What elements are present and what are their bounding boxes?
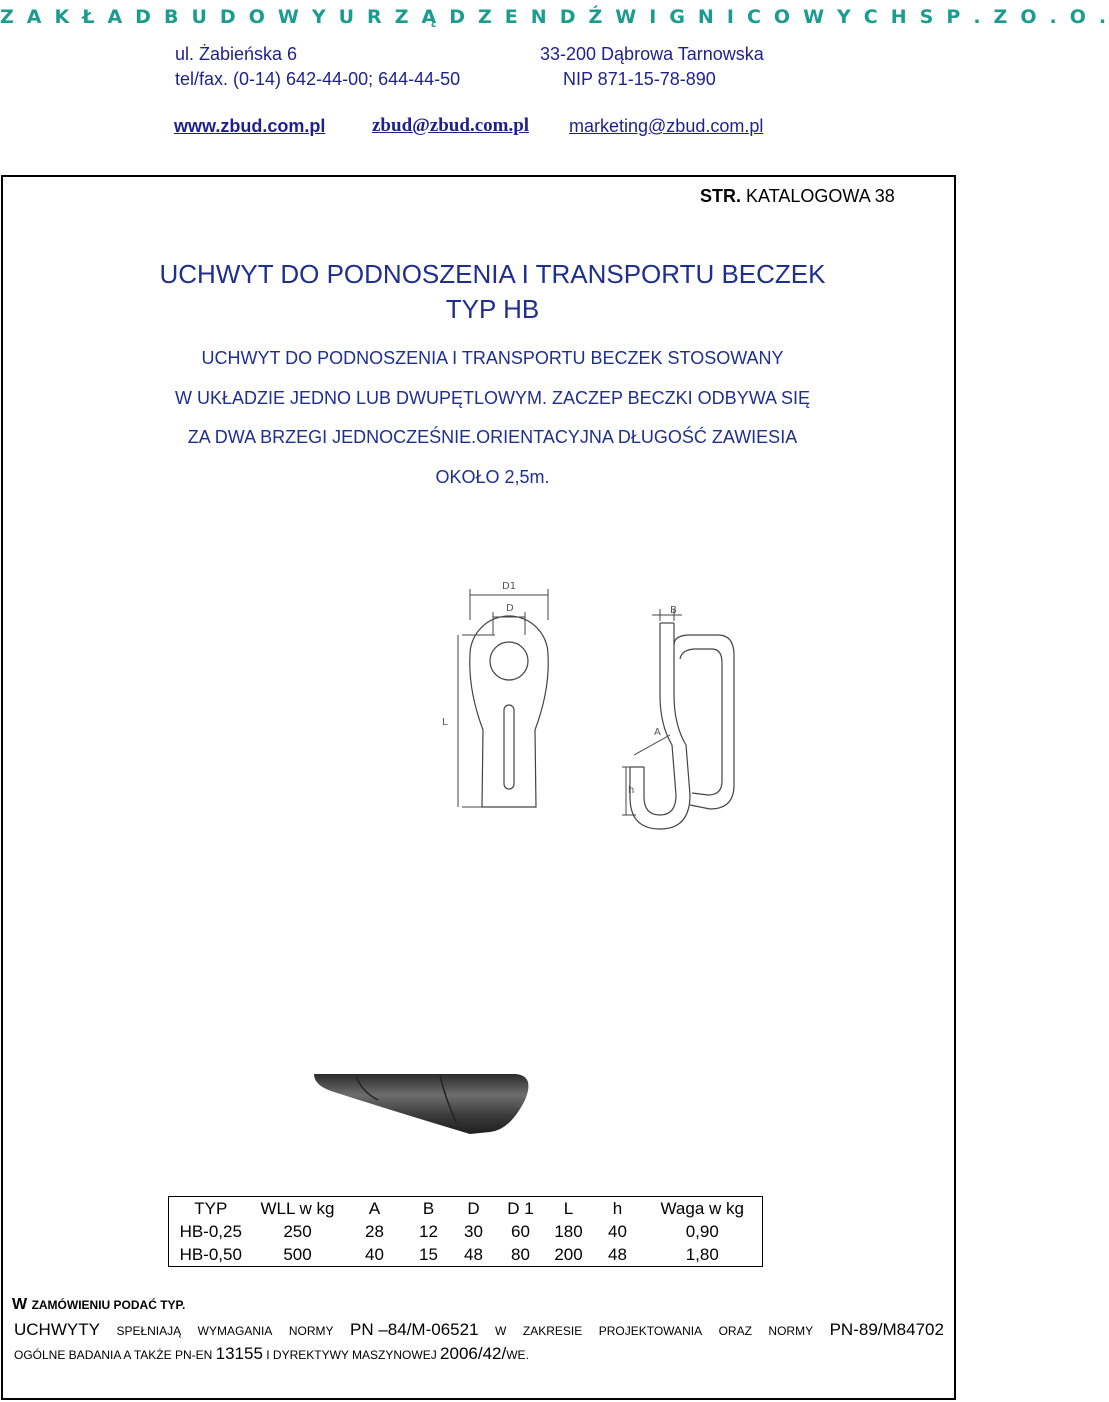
table-cell: 48	[608, 1244, 627, 1264]
label-d: D	[506, 603, 514, 614]
phone-fax: tel/fax. (0-14) 642-44-00; 644-44-50	[175, 69, 461, 89]
norms-note-word: ORAZ	[718, 1324, 752, 1338]
norms-note-word: NORMY	[288, 1324, 334, 1338]
table-cell: 48	[464, 1244, 483, 1264]
norms-note-word: OGÓLNE BADANIA A TAKŻE PN-EN	[14, 1348, 216, 1362]
page-ref-label: KATALOGOWA 38	[746, 186, 895, 206]
norms-note-word: NORMY	[768, 1324, 814, 1338]
table-header-cell: D 1	[507, 1198, 534, 1218]
table-cell: 80	[511, 1244, 530, 1264]
label-b: B	[670, 605, 677, 616]
hook-front-view	[470, 616, 548, 807]
nip-number: NIP 871-15-78-890	[563, 69, 716, 89]
table-cell: HB-0,25	[179, 1221, 242, 1241]
description-line-4: OKOŁO 2,5m.	[435, 467, 550, 487]
label-d1: D1	[502, 581, 517, 592]
order-note-text: ZAMÓWIENIU PODAĆ TYP.	[31, 1298, 186, 1312]
table-cell: 30	[464, 1221, 483, 1241]
table-header-cell: B	[422, 1198, 435, 1218]
barrel-image	[300, 1070, 540, 1140]
table-cell: 40	[365, 1244, 384, 1264]
description-line-2: W UKŁADZIE JEDNO LUB DWUPĘTLOWYM. ZACZEP BECZKI ODBYWA SIĘ	[174, 388, 811, 408]
table-row	[169, 1220, 763, 1243]
table-cell: 12	[419, 1221, 438, 1241]
city-address: 33-200 Dąbrowa Tarnowska	[540, 44, 764, 64]
label-l: L	[442, 717, 448, 728]
table-cell: 250	[283, 1221, 312, 1241]
table-cell: 28	[365, 1221, 384, 1241]
norms-note-word: I DYREKTYWY MASZYNOWEJ	[262, 1348, 441, 1362]
table-header-cell: TYP	[194, 1198, 228, 1218]
page-ref-prefix: STR.	[700, 186, 742, 206]
norms-note	[14, 1320, 944, 1340]
table-header-cell: D	[467, 1198, 480, 1218]
description-line-1: UCHWYT DO PODNOSZENIA I TRANSPORTU BECZEK STOSOWANY	[201, 348, 784, 368]
table-cell: 0,90	[685, 1221, 719, 1241]
spec-table	[168, 1196, 763, 1267]
norms-note-continued	[14, 1344, 529, 1364]
norms-note-word: PN-89/M84702	[829, 1320, 944, 1339]
norms-note-word: WE.	[506, 1348, 529, 1362]
norms-note-word: W	[495, 1324, 507, 1338]
label-h: h	[628, 785, 635, 796]
table-cell: 500	[283, 1244, 312, 1264]
catalog-page-ref	[700, 186, 895, 207]
table-header-cell: h	[612, 1198, 623, 1218]
label-a: A	[654, 727, 661, 738]
table-row	[169, 1243, 763, 1267]
norms-note-word: PROJEKTOWANIA	[598, 1324, 703, 1338]
hook-side-view	[630, 623, 734, 829]
street-address: ul. Żabieńska 6	[175, 44, 298, 64]
order-note-lead: W	[12, 1296, 28, 1313]
norms-note-word: WYMAGANIA	[197, 1324, 273, 1338]
table-cell: HB-0,50	[179, 1244, 242, 1264]
product-type: TYP HB	[445, 294, 540, 324]
technical-drawing	[420, 575, 760, 835]
table-header-cell: Waga w kg	[660, 1198, 744, 1218]
marketing-email-link[interactable]: marketing@zbud.com.pl	[569, 116, 764, 136]
table-cell: 40	[608, 1221, 627, 1241]
order-note	[12, 1296, 185, 1314]
website-link[interactable]: www.zbud.com.pl	[174, 116, 326, 136]
table-cell: 180	[554, 1221, 583, 1241]
table-cell: 200	[554, 1244, 583, 1264]
norms-note-word: SPEŁNIAJĄ	[116, 1324, 182, 1338]
norms-note-word: 13155	[215, 1344, 263, 1363]
table-header-row	[169, 1197, 763, 1221]
table-cell: 1,80	[685, 1244, 719, 1264]
norms-note-word: 2006/42/	[440, 1344, 507, 1363]
norms-note-word: ZAKRESIE	[522, 1324, 583, 1338]
table-cell: 15	[419, 1244, 438, 1264]
table-header-cell: WLL w kg	[260, 1198, 335, 1218]
email-link[interactable]: zbud@zbud.com.pl	[372, 115, 530, 136]
dimension-lines-front	[458, 589, 548, 807]
norms-note-word: UCHWYTY	[14, 1320, 100, 1339]
norms-note-word: PN –84/M-06521	[350, 1320, 479, 1339]
table-header-cell: A	[368, 1198, 381, 1218]
product-title: UCHWYT DO PODNOSZENIA I TRANSPORTU BECZEK	[159, 259, 826, 289]
description-line-3: ZA DWA BRZEGI JEDNOCZEŚNIE.ORIENTACYJNA DŁUGOŚĆ ZAWIESIA	[187, 427, 798, 447]
table-cell: 60	[511, 1221, 530, 1241]
table-header-cell: L	[563, 1198, 574, 1218]
company-name: Z A K Ł A D B U D O W Y U R Z Ą D Z E N D Ź W I G N I C O W Y C H S P . Z O . O .	[0, 6, 1109, 28]
